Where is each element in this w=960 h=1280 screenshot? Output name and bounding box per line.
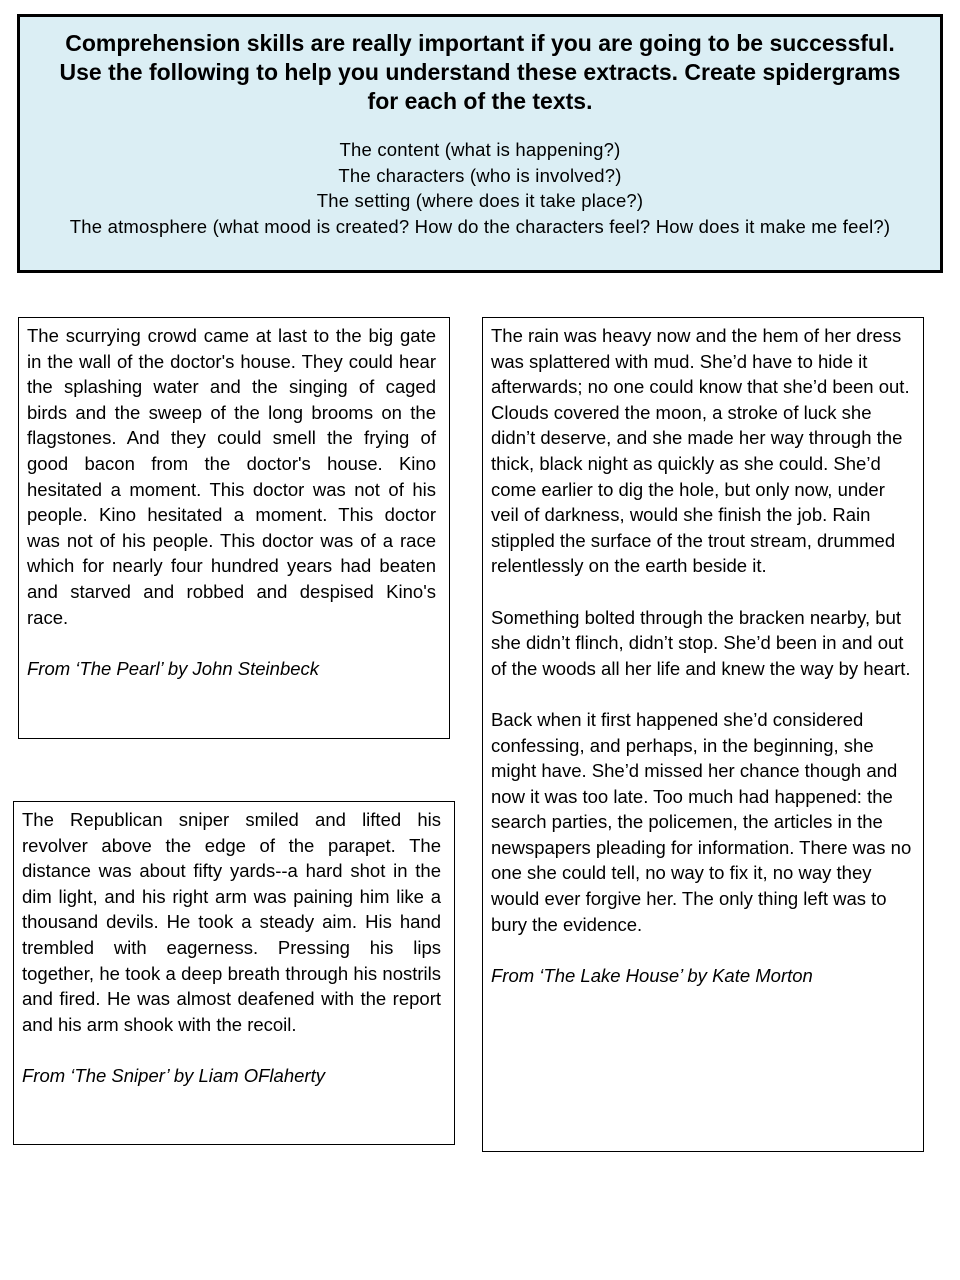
extract-paragraph: Clouds covered the moon, a stroke of luck she didn’t deserve, and she made her way through the thick, black night as quickly as she could. She’d come earlier to dig the hole, but only now, under veil of darkness, would she finish the job. Rain stippled the surface of the trout stream, drummed relentlessly on the earth beside it. <box>491 401 903 577</box>
extract-text: The scurrying crowd came at last to the big gate in the wall of the doctor's house. They could hear the splashing water and the singing of caged birds and the sweep of the long brooms on the flagstones. And they could smell the frying of good bacon from the doctor's house. Kino hesitated a moment. This doctor was not of his people. Kino hesitated a moment. This doctor was not of his people. This doctor was of a race which for nearly four hundred years had beaten and starved and robbed and despised Kino's race. <box>27 325 436 628</box>
extract-source: From ‘The Lake House’ by Kate Morton <box>491 964 813 986</box>
title-line: for each of the texts. <box>367 88 593 114</box>
extract-the-lake-house <box>482 317 924 1152</box>
extract-paragraph: Something bolted through the bracken nearby, but she didn’t flinch, didn’t stop. She’d been in and out of the woods all her life and knew the way by heart. <box>491 606 911 679</box>
instructions-title <box>26 29 934 116</box>
extract-the-sniper <box>13 801 455 1145</box>
extract-the-pearl <box>18 317 450 739</box>
prompt-setting: The setting (where does it take place?) <box>316 190 644 211</box>
title-line: Use the following to help you understand these extracts. Create spidergrams <box>59 59 901 85</box>
prompt-atmosphere: The atmosphere (what mood is created? How do the characters feel? How does it make me feel?) <box>69 215 891 237</box>
extract-paragraph: The rain was heavy now and the hem of her dress was splattered with mud. She’d have to hide it afterwards; no one could know that she’d been out. <box>491 325 910 398</box>
extract-paragraph: Back when it first happened she’d considered confessing, and perhaps, in the beginning, she might have. She’d missed her chance though and now it was too late. Too much had happened: the search parties, the policemen, the articles in the newspapers pleading for information. There was no one she could tell, no way to fix it, no way they would ever forgive her. The only thing left was to bury the evidence. <box>491 708 912 935</box>
title-line: Comprehension skills are really important if you are going to be successful. <box>65 30 895 56</box>
extract-source: From ‘The Sniper’ by Liam OFlaherty <box>22 1064 325 1086</box>
prompt-list <box>20 137 940 239</box>
extract-source: From ‘The Pearl’ by John Steinbeck <box>27 657 320 679</box>
extract-text: The Republican sniper smiled and lifted his revolver above the edge of the parapet. The distance was about fifty yards--a hard shot in the dim light, and his right arm was paining him like a thousand devils. He took a steady aim. His hand trembled with eagerness. Pressing his lips together, he took a deep breath through his nostrils and fired. He was almost deafened with the report and his arm shook with the recoil. <box>22 809 441 1035</box>
prompt-characters: The characters (who is involved?) <box>338 164 622 186</box>
instructions-box <box>17 14 943 273</box>
prompt-content: The content (what is happening?) <box>339 139 621 160</box>
